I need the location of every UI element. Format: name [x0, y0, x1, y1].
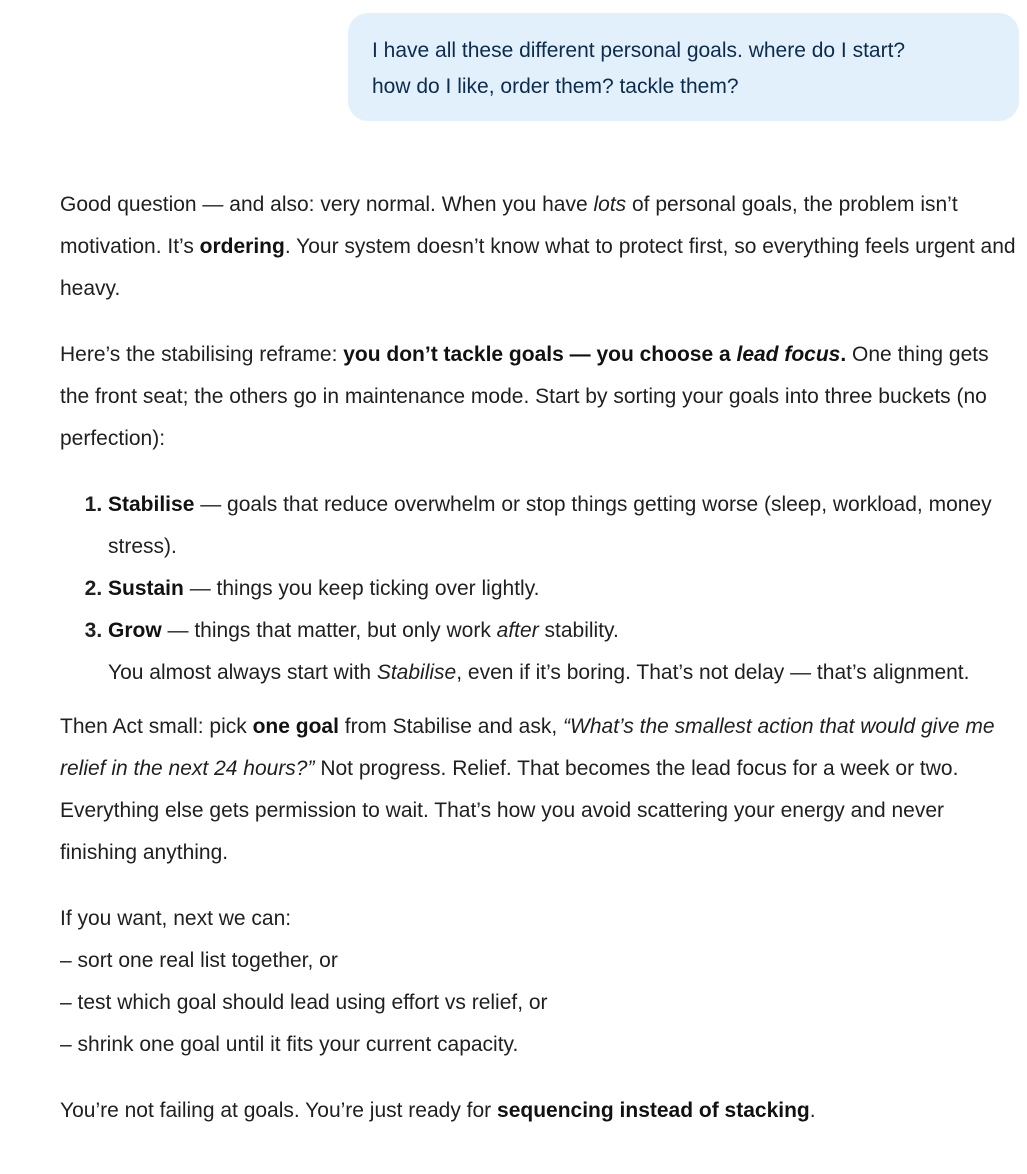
list-item — [108, 610, 1020, 694]
text-run: Not progress. Relief. That becomes the lead focus for a week or two. Everything else gets permission to wait. That’s how you avoid scattering your energy and never finishing anything. — [60, 757, 959, 864]
bold-text: ordering — [199, 235, 285, 258]
list-item-title: Sustain — [108, 577, 184, 600]
text-run: Here’s the stabilising reframe: — [60, 343, 344, 366]
text-run: One thing gets the front seat; the others go in maintenance mode. Start by sorting your goals into three buckets (no perfection): — [60, 343, 989, 450]
assistant-paragraph — [60, 334, 1020, 460]
next-step-option: – test which goal should lead using effort vs relief, or — [60, 991, 548, 1014]
emphasis-text: “What’s the smallest action that would give me relief in the next 24 hours?” — [60, 715, 995, 780]
user-message-bubble — [348, 13, 1019, 121]
assistant-paragraph — [60, 1090, 1020, 1132]
assistant-message — [60, 184, 1020, 1132]
text-run: Good question — and also: very normal. When you have — [60, 193, 594, 216]
list-item-title: Stabilise — [108, 493, 195, 516]
next-step-option: – sort one real list together, or — [60, 949, 338, 972]
next-step-option: – shrink one goal until it fits your current capacity. — [60, 1033, 519, 1056]
text-run: , even if it’s boring. That’s not delay — that’s alignment. — [456, 661, 970, 684]
list-item-text: — things you keep ticking over lightly. — [183, 577, 540, 600]
list-item-title: Grow — [108, 619, 162, 642]
emphasis-text: lots — [593, 193, 627, 216]
bold-text: sequencing instead of stacking — [497, 1099, 810, 1122]
list-item — [108, 484, 1020, 568]
emphasis-text: after — [496, 619, 539, 642]
emphasis-text: Stabilise — [376, 661, 457, 684]
bold-text: one goal — [252, 715, 339, 738]
list-item-text: — things that matter, but only work — [161, 619, 497, 642]
list-item — [108, 568, 1020, 610]
text-run: You’re not failing at goals. You’re just ready for — [60, 1099, 498, 1122]
list-note — [108, 652, 1020, 694]
bold-italic-text: lead focus — [736, 343, 841, 366]
text-run: . — [809, 1099, 816, 1122]
assistant-paragraph — [60, 184, 1020, 310]
text-run: Then Act small: pick — [60, 715, 253, 738]
assistant-paragraph — [60, 706, 1020, 874]
bucket-list — [60, 484, 1020, 694]
next-steps-intro: If you want, next we can: — [60, 907, 292, 930]
user-message-line: I have all these different personal goals. where do I start? — [372, 39, 906, 62]
text-run: You almost always start with — [108, 661, 377, 684]
list-item-text: stability. — [538, 619, 619, 642]
bold-text: you don’t tackle goals — you choose a — [343, 343, 737, 366]
text-run: from Stabilise and ask, — [338, 715, 564, 738]
text-run: . Your system doesn’t know what to protect first, so everything feels urgent and heavy. — [60, 235, 1016, 300]
user-message-line: how do I like, order them? tackle them? — [372, 75, 739, 98]
list-item-text: — goals that reduce overwhelm or stop things getting worse (sleep, workload, money stress). — [108, 493, 992, 558]
text-run: of personal goals, the problem isn’t motivation. It’s — [60, 193, 958, 258]
next-steps-paragraph — [60, 898, 1020, 1066]
bold-text: . — [840, 343, 847, 366]
